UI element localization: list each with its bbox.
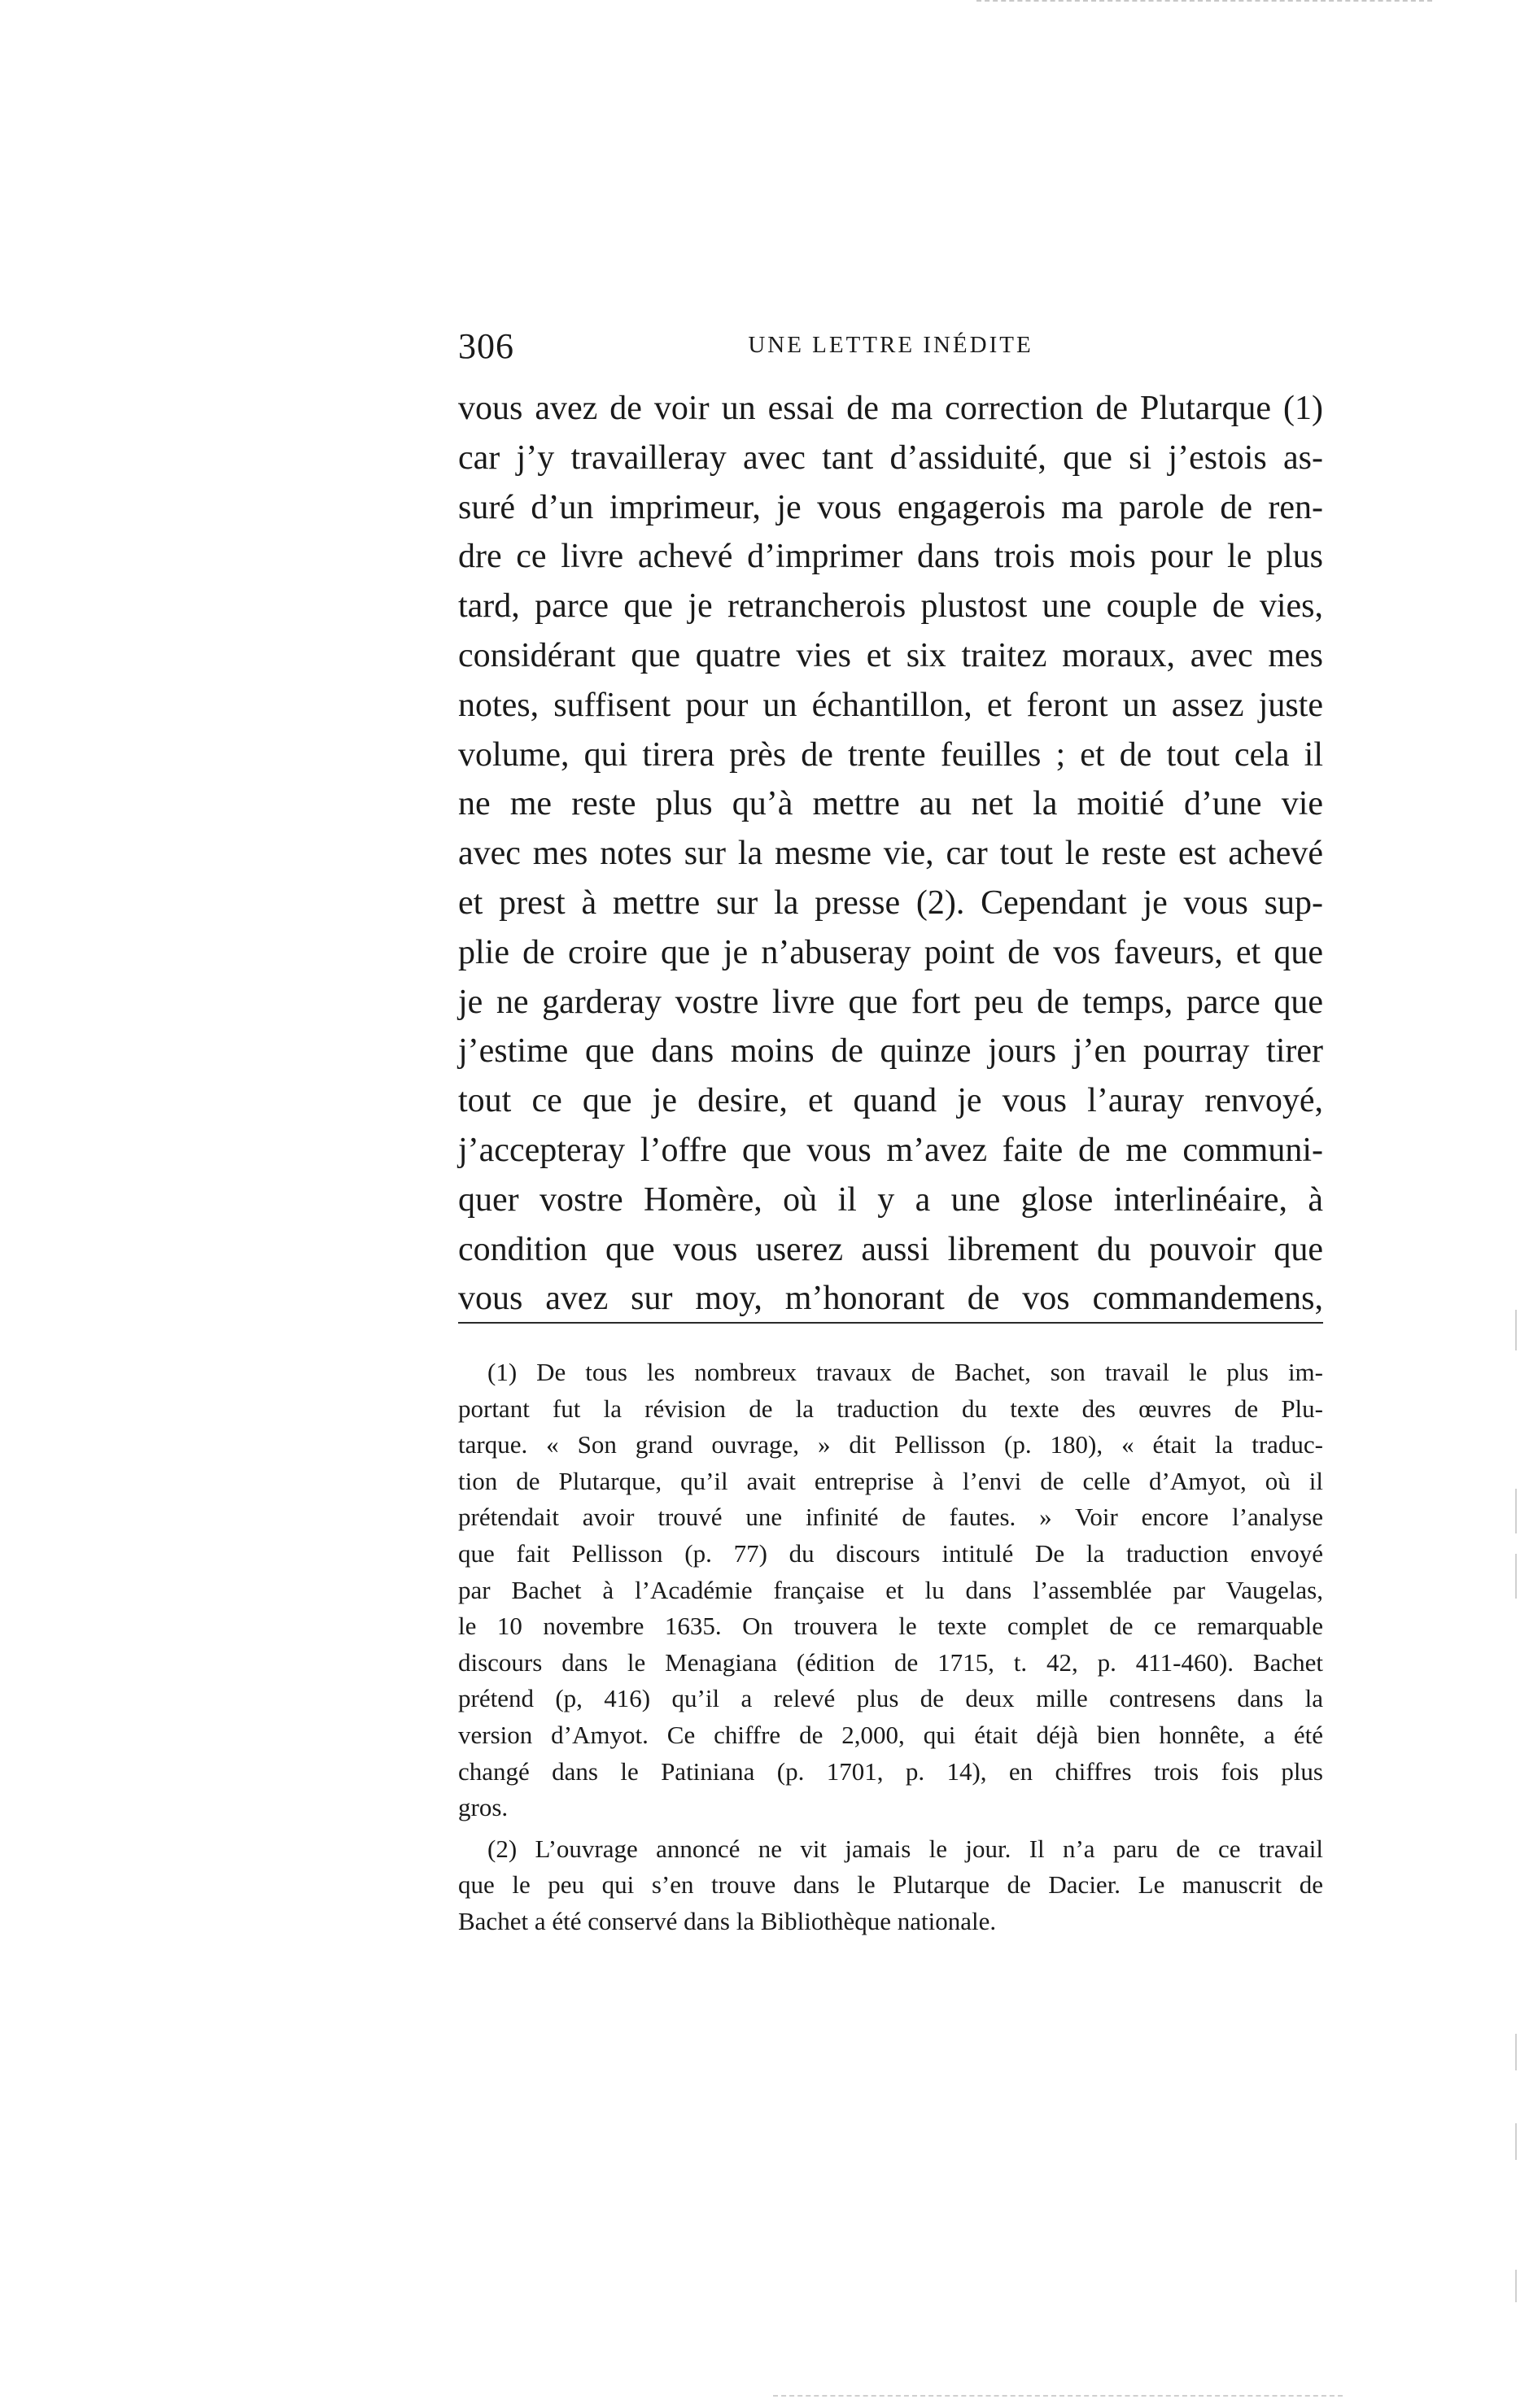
body-line: considérant que quatre vies et six traitez moraux, avec mes (458, 636, 1323, 674)
footnote-line: que fait Pellisson (p. 77) du discours intitulé De la traduction envoyé (458, 1538, 1323, 1568)
scan-edge-top (976, 0, 1432, 3)
body-line: volume, qui tirera près de trente feuilles ; et de tout cela il (458, 735, 1323, 774)
page-header (458, 325, 1323, 374)
footnote-line: version d’Amyot. Ce chiffre de 2,000, qui était déjà bien honnête, a été (458, 1720, 1323, 1749)
body-line: vous avez sur moy, m’honorant de vos commandemens, (458, 1280, 1323, 1318)
footnote-line: (2) L’ouvrage annoncé ne vit jamais le jour. Il n’a paru de ce travail (487, 1834, 1323, 1863)
page-number: 306 (458, 326, 514, 366)
footnotes (458, 1354, 1323, 1940)
footnote-line: tion de Plutarque, qu’il avait entreprise à l’envi de celle d’Amyot, où il (458, 1466, 1323, 1495)
body-line: tard, parce que je retrancherois plustost une couple de vies, (458, 587, 1323, 626)
body-line: car j’y travailleray avec tant d’assiduité, que si j’estois as- (458, 438, 1323, 477)
body-line: ne me reste plus qu’à mettre au net la moitié d’une vie (458, 785, 1323, 823)
body-line: j’estime que dans moins de quinze jours j’en pourray tirer (458, 1032, 1323, 1071)
footnote-rule (458, 1322, 1323, 1324)
footnote-line: changé dans le Patiniana (p. 1701, p. 14), en chiffres trois fois plus (458, 1756, 1323, 1786)
footnote-line: portant fut la révision de la traduction du texte des œuvres de Plu- (458, 1394, 1323, 1423)
body-line: condition que vous userez aussi librement du pouvoir que (458, 1230, 1323, 1268)
scan-margin-mark (1515, 2123, 1517, 2160)
body-text (458, 384, 1323, 1324)
body-line: quer vostre Homère, où il y a une glose interlinéaire, à (458, 1180, 1323, 1219)
scan-edge-bottom (773, 2395, 1343, 2398)
footnote-line: gros. (458, 1793, 509, 1822)
scan-margin-mark (1515, 1554, 1517, 1599)
footnote-line: tarque. « Son grand ouvrage, » dit Pellisson (p. 180), « était la traduc- (458, 1430, 1323, 1459)
body-line: j’accepteray l’offre que vous m’avez faite de me communi- (458, 1131, 1323, 1169)
body-line: plie de croire que je n’abuseray point de vos faveurs, et que (458, 933, 1323, 971)
body-line: dre ce livre achevé d’imprimer dans trois mois pour le plus (458, 538, 1323, 576)
footnote-line: (1) De tous les nombreux travaux de Bachet, son travail le plus im- (487, 1358, 1323, 1386)
body-line: je ne garderay vostre livre que fort peu de temps, parce que (458, 983, 1323, 1021)
footnote-line: prétendait avoir trouvé une infinité de fautes. » Voir encore l’analyse (458, 1503, 1323, 1532)
body-line: notes, suffisent pour un échantillon, et feront un assez juste (458, 686, 1323, 724)
running-head: UNE LETTRE INÉDITE (748, 332, 1033, 358)
scan-margin-mark (1515, 2034, 1517, 2070)
body-line: et prest à mettre sur la presse (2). Cependant je vous sup- (458, 883, 1323, 922)
scan-margin-mark (1515, 2270, 1517, 2302)
footnote-line: prétend (p, 416) qu’il a relevé plus de deux mille contresens dans la (458, 1684, 1323, 1713)
footnote-line: discours dans le Menagiana (édition de 1715, t. 42, p. 411-460). Bachet (458, 1647, 1323, 1677)
scan-margin-mark (1515, 1489, 1517, 1533)
footnote-line: Bachet a été conservé dans la Bibliothèque nationale. (458, 1906, 997, 1935)
footnote-line: par Bachet à l’Académie française et lu dans l’assemblée par Vaugelas, (458, 1575, 1323, 1604)
scan-margin-mark (1515, 1310, 1517, 1350)
footnote-line: que le peu qui s’en trouve dans le Plutarque de Dacier. Le manuscrit de (458, 1870, 1323, 1900)
body-line: avec mes notes sur la mesme vie, car tout le reste est achevé (458, 835, 1323, 873)
footnote-line: le 10 novembre 1635. On trouvera le texte complet de ce remarquable (458, 1612, 1323, 1641)
body-line: suré d’un imprimeur, je vous engagerois ma parole de ren- (458, 488, 1323, 526)
body-line: tout ce que je desire, et quand je vous l’auray renvoyé, (458, 1082, 1323, 1120)
body-line: vous avez de voir un essai de ma correction de Plutarque (1) (458, 390, 1323, 427)
